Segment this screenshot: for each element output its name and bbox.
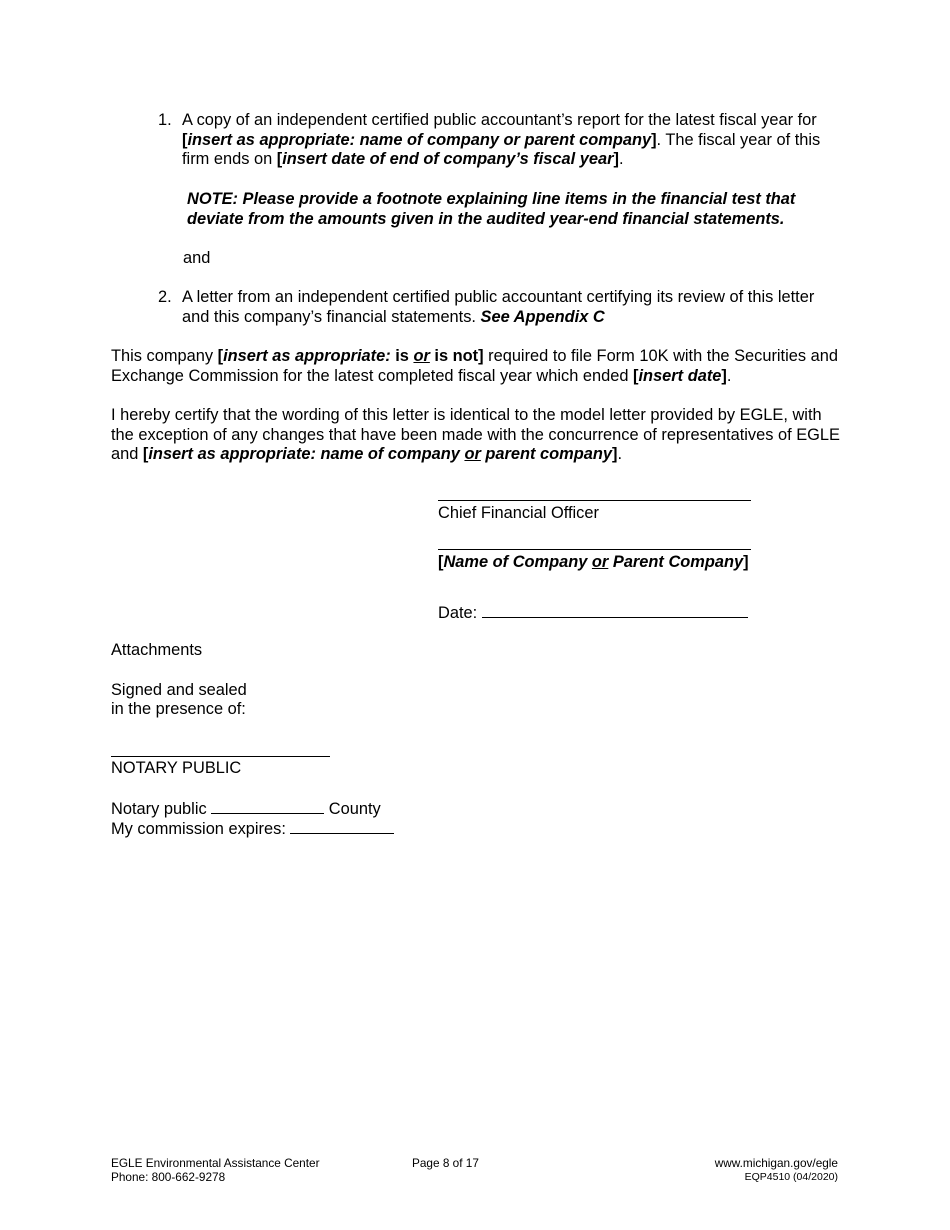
signed-sealed-line-1: Signed and sealed (111, 681, 247, 699)
cfo-signature-line (438, 500, 751, 501)
note-text: NOTE: Please provide a footnote explaining line items in the financial test that deviate from the amounts given in the audited year-end financial statements. (187, 190, 796, 228)
notary-county-line: Notary public County (111, 800, 381, 818)
company-name-label: [Name of Company or Parent Company] (438, 553, 749, 571)
date-field: Date: (438, 602, 748, 624)
item-1-text: A copy of an independent certified public accountant’s report for the latest fiscal year for [insert as appropriate: name of company or parent company]. The fiscal year of this firm ends on [insert date of end of company’s fiscal year]. (182, 111, 821, 168)
form-10k-paragraph: This company [insert as appropriate: is or is not] required to file Form 10K with the Securities and Exchange Commission for the latest completed fiscal year which ended [insert date]. (111, 347, 838, 385)
footer-center-name: EGLE Environmental Assistance Center (111, 1156, 320, 1170)
footer-website: www.michigan.gov/egle (714, 1156, 838, 1170)
cfo-label: Chief Financial Officer (438, 504, 599, 522)
attachments-label: Attachments (111, 641, 203, 659)
company-signature-line (438, 549, 751, 550)
item-1-number: 1. (158, 111, 172, 129)
notary-public-label: NOTARY PUBLIC (111, 759, 242, 777)
notary-signature-line (111, 756, 330, 757)
certification-paragraph: I hereby certify that the wording of this letter is identical to the model letter provided by EGLE, with the exception of any changes that have been made with the concurrence of representatives of EGLE and [insert as appropriate: name of company or parent company]. (111, 406, 840, 463)
commission-blank-line (290, 818, 394, 834)
footer-phone: Phone: 800-662-9278 (111, 1170, 226, 1184)
footer-left (111, 1156, 320, 1184)
date-blank-line (482, 602, 748, 618)
item-2-number: 2. (158, 288, 172, 306)
and-text: and (183, 249, 211, 267)
footer-form-code: EQP4510 (04/2020) (744, 1171, 838, 1183)
footer-page-number: Page 8 of 17 (412, 1156, 479, 1170)
commission-expires-line: My commission expires: (111, 818, 394, 840)
signed-sealed-line-2: in the presence of: (111, 700, 246, 718)
footer-right (715, 1156, 838, 1184)
item-2-text: A letter from an independent certified public accountant certifying its review of this letter and this company’s financial statements. See Appendix C (182, 288, 815, 326)
county-blank-line (211, 798, 324, 814)
